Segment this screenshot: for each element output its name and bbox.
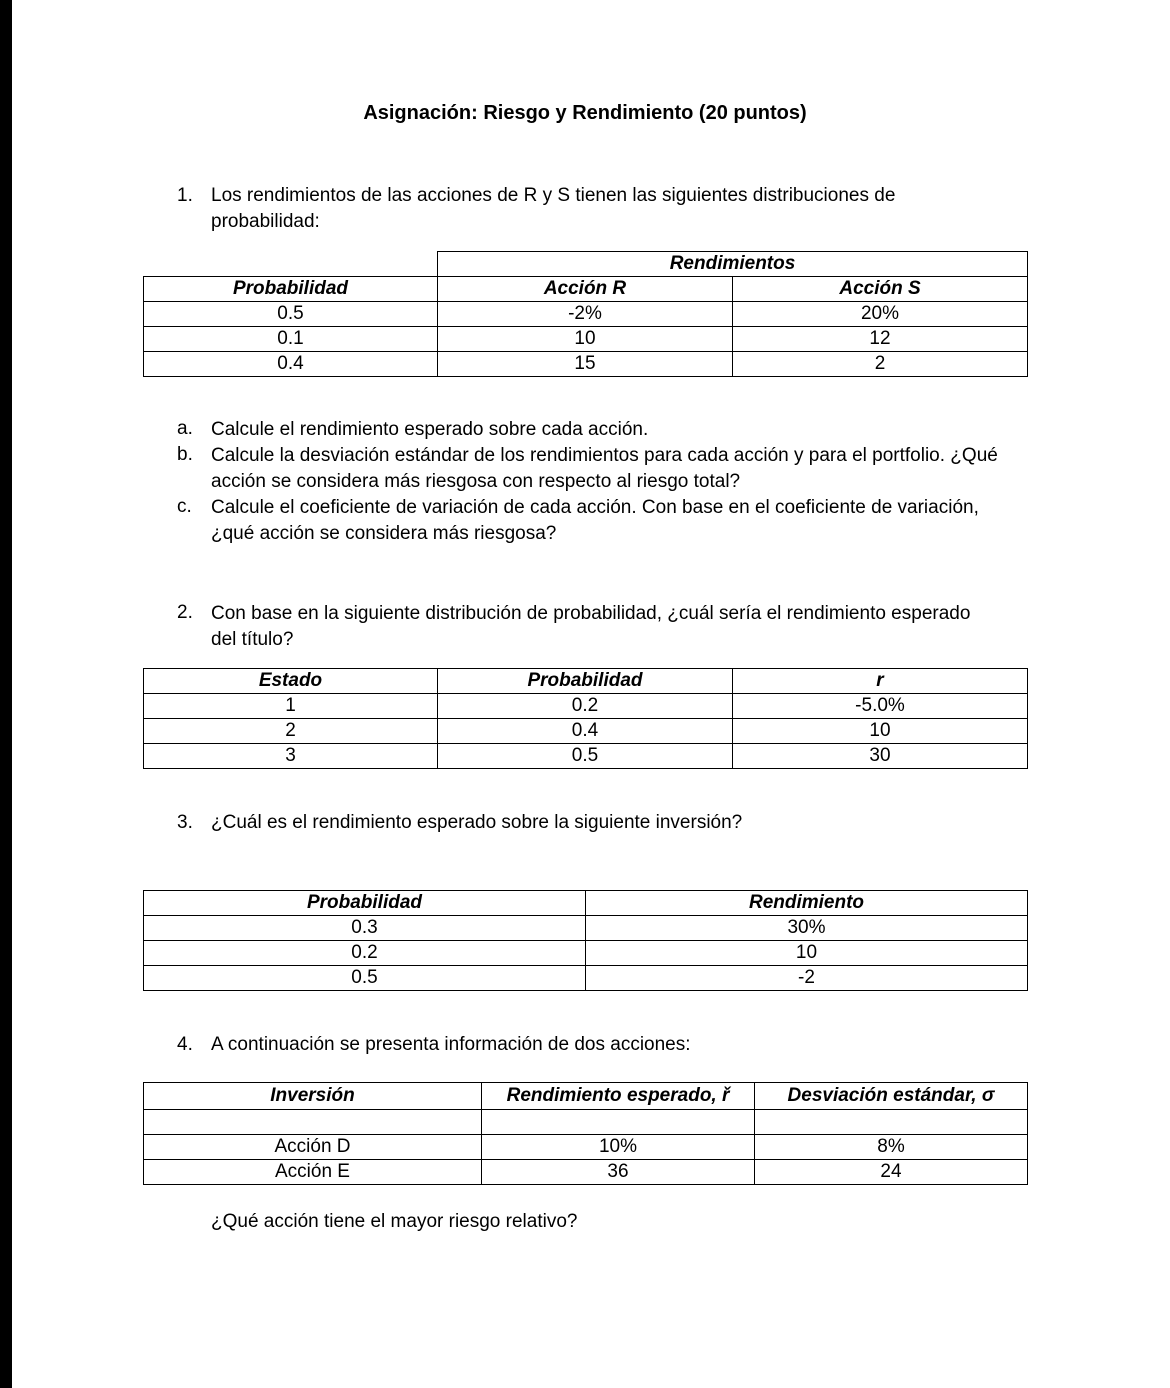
table-cell: -2% xyxy=(438,302,733,327)
table-cell: 0.4 xyxy=(144,352,438,377)
table-cell: 30% xyxy=(586,916,1028,941)
q1-sub-b-text: Calcule la desviación estándar de los rendimientos para cada acción y para el portfolio. ¿Qué acción se considera más riesgosa con respecto al riesgo total? xyxy=(211,445,998,492)
table-row xyxy=(144,327,1028,352)
table-cell-empty xyxy=(144,252,438,277)
q3-text: ¿Cuál es el rendimiento esperado sobre la siguiente inversión? xyxy=(211,812,743,833)
q1-sub-c-text: Calcule el coeficiente de variación de cada acción. Con base en el coeficiente de variación, ¿qué acción se considera más riesgosa? xyxy=(211,497,979,544)
table-row xyxy=(144,916,1028,941)
column-header: Acción R xyxy=(438,277,733,302)
table-cell: 20% xyxy=(733,302,1028,327)
q1-sub-c-letter: c. xyxy=(177,496,192,517)
column-header: Rendimiento xyxy=(586,891,1028,916)
q4-question: ¿Qué acción tiene el mayor riesgo relativo? xyxy=(211,1211,578,1232)
table-row xyxy=(144,1110,1028,1135)
q1-sub-a-letter: a. xyxy=(177,418,193,439)
q4-number: 4. xyxy=(177,1034,193,1055)
table-row xyxy=(144,744,1028,769)
table-cell: 12 xyxy=(733,327,1028,352)
table-cell: 10 xyxy=(438,327,733,352)
table-cell xyxy=(755,1110,1028,1135)
table-row xyxy=(144,302,1028,327)
q2-text: Con base en la siguiente distribución de probabilidad, ¿cuál sería el rendimiento esperado del título? xyxy=(211,603,971,650)
table-cell xyxy=(482,1110,755,1135)
column-header: Desviación estándar, σ xyxy=(755,1083,1028,1110)
table-cell: Acción E xyxy=(144,1160,482,1185)
q3-table xyxy=(143,890,1028,991)
table-cell: 3 xyxy=(144,744,438,769)
table-cell: 0.5 xyxy=(144,302,438,327)
table-cell: 0.2 xyxy=(144,941,586,966)
table-cell: Acción D xyxy=(144,1135,482,1160)
table-cell: 0.5 xyxy=(438,744,733,769)
table-row xyxy=(144,966,1028,991)
table-cell: 10 xyxy=(733,719,1028,744)
table-cell: 36 xyxy=(482,1160,755,1185)
q1-text: Los rendimientos de las acciones de R y S tienen las siguientes distribuciones de probabilidad: xyxy=(211,185,896,232)
q2-table xyxy=(143,668,1028,769)
table-header-row xyxy=(144,277,1028,302)
table-cell: 8% xyxy=(755,1135,1028,1160)
table-row xyxy=(144,719,1028,744)
table-cell: 30 xyxy=(733,744,1028,769)
table-cell: 2 xyxy=(144,719,438,744)
table-row xyxy=(144,694,1028,719)
table-row xyxy=(144,1160,1028,1185)
q1-number: 1. xyxy=(177,185,193,206)
q1-sub-b-letter: b. xyxy=(177,444,193,465)
table-cell: 0.3 xyxy=(144,916,586,941)
table-cell: 0.5 xyxy=(144,966,586,991)
table-cell: 0.1 xyxy=(144,327,438,352)
column-header: Inversión xyxy=(144,1083,482,1110)
table-cell: 2 xyxy=(733,352,1028,377)
column-header: Probabilidad xyxy=(144,277,438,302)
table-header-row xyxy=(144,669,1028,694)
q1-table xyxy=(143,251,1028,377)
q3-number: 3. xyxy=(177,812,193,833)
table-cell: 1 xyxy=(144,694,438,719)
table-row xyxy=(144,352,1028,377)
table-header-row xyxy=(144,891,1028,916)
table-cell: -2 xyxy=(586,966,1028,991)
q4-table xyxy=(143,1082,1028,1185)
table-header-row xyxy=(144,1083,1028,1110)
table-cell: 0.4 xyxy=(438,719,733,744)
table-cell: -5.0% xyxy=(733,694,1028,719)
q1-sub-a-text: Calcule el rendimiento esperado sobre cada acción. xyxy=(211,419,649,440)
table-group-header: Rendimientos xyxy=(438,252,1028,277)
column-header: Rendimiento esperado, ř xyxy=(482,1083,755,1110)
q4-text: A continuación se presenta información de dos acciones: xyxy=(211,1034,691,1055)
table-cell xyxy=(144,1110,482,1135)
table-row xyxy=(144,941,1028,966)
column-header: Estado xyxy=(144,669,438,694)
table-cell: 15 xyxy=(438,352,733,377)
q2-number: 2. xyxy=(177,602,193,623)
document-title: Asignación: Riesgo y Rendimiento (20 puntos) xyxy=(363,102,807,124)
table-cell: 10 xyxy=(586,941,1028,966)
column-header: Probabilidad xyxy=(438,669,733,694)
column-header: Acción S xyxy=(733,277,1028,302)
table-cell: 24 xyxy=(755,1160,1028,1185)
table-row xyxy=(144,252,1028,277)
column-header: r xyxy=(733,669,1028,694)
table-cell: 0.2 xyxy=(438,694,733,719)
table-cell: 10% xyxy=(482,1135,755,1160)
table-row xyxy=(144,1135,1028,1160)
column-header: Probabilidad xyxy=(144,891,586,916)
